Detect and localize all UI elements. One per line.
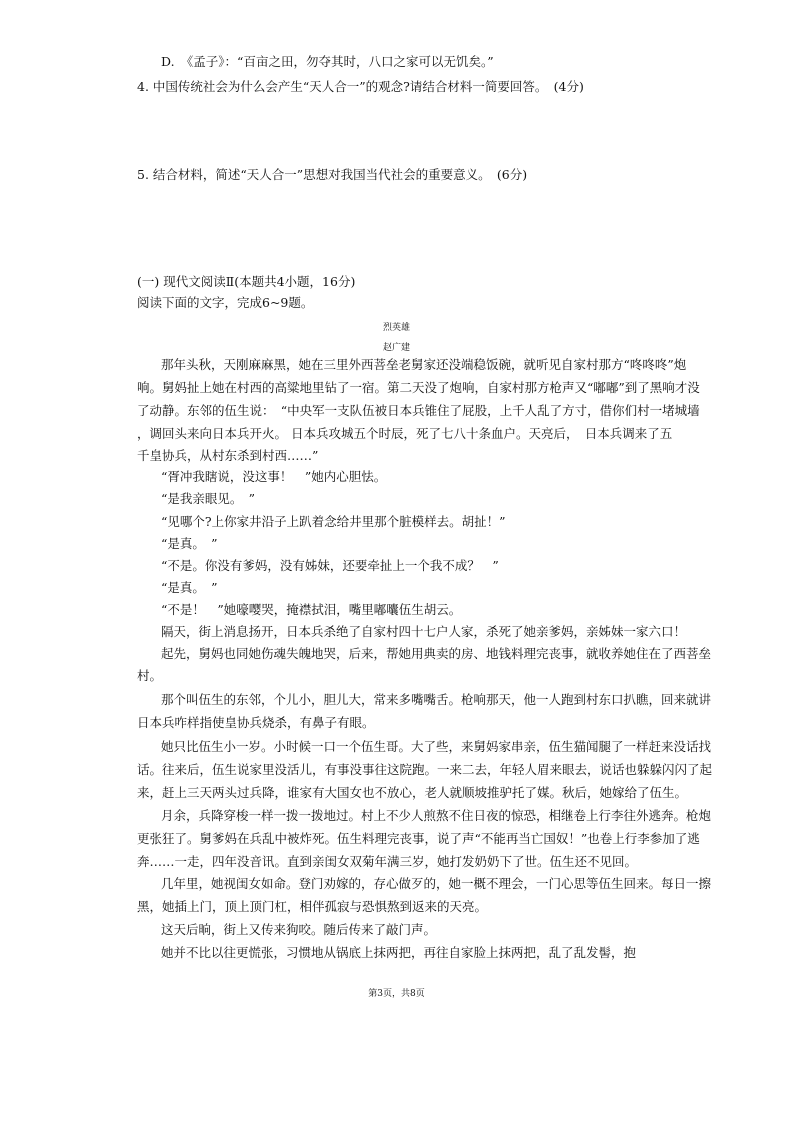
passage-line: “不是。你没有爹妈，没有姊妹，还要牵扯上一个我不成？ ” <box>161 558 499 573</box>
passage-title: 烈英雄 <box>382 323 410 333</box>
passage-line: 千皇协兵，从村东杀到村西……” <box>137 448 319 463</box>
passage-line: 黑，她插上门，顶上顶门杠，相伴孤寂与恐惧熬到返来的天亮。 <box>137 899 488 914</box>
passage-line: 几年里，她视闺女如命。登门劝嫁的，存心做歹的，她一概不理会，一门心思等伍生回来。每日一擦 <box>161 876 712 891</box>
passage-line: “见哪个?上你家井沿子上趴着念给井里那个脏模样去。胡扯！” <box>161 514 506 529</box>
passage-line: 响。舅妈扯上她在村西的高粱地里钻了一宿。第二天没了炮响，自家村那方枪声又“嘟嘟”到了黑响才没 <box>137 380 700 395</box>
passage-line: “是真。 ” <box>161 536 218 551</box>
passage-line: 更张狂了。舅爹妈在兵乱中被炸死。伍生料理完丧事，说了声“不能再当亡国奴！”也卷上行李参加了逃 <box>137 831 700 846</box>
passage-author: 赵广建 <box>382 343 410 353</box>
passage-line: 那个叫伍生的东邻，个儿小，胆儿大，常来多嘴嘴舌。枪响那天，他一人跑到村东口扒瞧，回来就讲 <box>161 692 712 707</box>
passage-line: 奔……一走，四年没音讯。直到亲闺女双菊年满三岁，她打发奶奶下了世。伍生还不见回。 <box>137 854 638 869</box>
passage-line: 那年头秋，天刚麻麻黑，她在三里外西菩垒老舅家还没端稳饭碗，就听见自家村那方“咚咚咚”炮 <box>161 357 687 372</box>
page-number: 第3页，共8页 <box>368 989 425 999</box>
passage-line: “不是！ ”她嚎嘤哭，掩襟拭泪，嘴里嘟囔伍生胡云。 <box>161 602 462 617</box>
passage-line: 她并不比以往更慌张，习惯地从锅底上抹两把，再往自家脸上抹两把，乱了乱发髻，抱 <box>161 945 637 960</box>
passage-line: 月余，兵降穿梭一样一拨一拨地过。村上不少人煎熬不住日夜的惊恐，相继卷上行李往外逃奔。枪炮 <box>161 808 712 823</box>
question-option-d: D. 《孟子》：“百亩之田，勿夺其时，八口之家可以无饥矣。” <box>161 54 494 69</box>
passage-line: ，调回头来向日本兵开火。 日本兵攻城五个时辰，死了七八十条血户。天亮后， 日本兵调来了五 <box>137 426 673 441</box>
passage-line: 这天后晌，街上又传来狗咬。随后传来了敲门声。 <box>161 922 437 937</box>
passage-line: “胥冲我瞎说，没这事！ ”她内心胆怯。 <box>161 469 387 484</box>
passage-line: 日本兵咋样指使皇协兵烧杀，有鼻子有眼。 <box>137 715 375 730</box>
passage-line: 隔天，街上消息扬开，日本兵杀绝了自家村四十七户人家，杀死了她亲爹妈，亲姊妹一家六口！ <box>161 624 687 639</box>
passage-line: “是我亲眼见。 ” <box>161 491 256 506</box>
section-instruction: 阅读下面的文字，完成6~9题。 <box>137 295 314 310</box>
passage-line: 了动静。东邻的伍生说： “中央军一支队伍被日本兵锥住了屁股，上千人乱了方寸，借你们村一堵城墙 <box>137 403 700 418</box>
passage-line: “是真。 ” <box>161 580 218 595</box>
passage-line: 话。往来后，伍生说家里没活儿，有事没事往这院跑。一来二去，年轻人眉来眼去，说话也躲躲闪闪了起 <box>137 762 713 777</box>
passage-line: 她只比伍生小一岁。小时候一口一个伍生哥。大了些，来舅妈家串亲，伍生猫闻腿了一样赶来没话找 <box>161 739 712 754</box>
question-5: 5. 结合材料，简述“天人合一”思想对我国当代社会的重要意义。 (6分) <box>137 167 528 182</box>
section-heading: (一) 现代文阅读Ⅱ(本题共4小题，16分) <box>137 274 356 289</box>
passage-line: 起先，舅妈也同她伤魂失魄地哭，后来，帮她用典卖的房、地钱料理完丧事，就收养她住在了西菩垒 <box>161 646 712 661</box>
passage-line: 村。 <box>137 668 163 683</box>
passage-line: 来，赶上三天两头过兵降，谁家有大国女也不放心，老人就顺坡推驴托了媒。秋后，她嫁给了伍生。 <box>137 785 688 800</box>
question-4: 4. 中国传统社会为什么会产生“天人合一”的观念?请结合材料一简要回答。 (4分) <box>137 79 584 94</box>
